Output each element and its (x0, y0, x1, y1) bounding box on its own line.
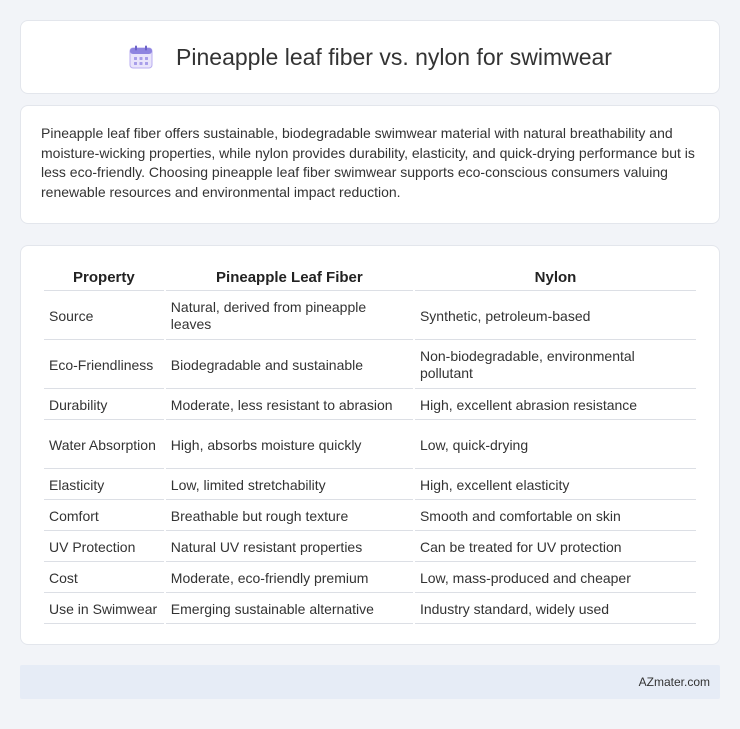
table-row (44, 471, 696, 500)
calendar-icon (128, 44, 154, 70)
cell-nylon: Smooth and comfortable on skin (415, 502, 696, 531)
title-text: Pineapple leaf fiber vs. nylon for swimwear (176, 43, 612, 70)
cell-nylon: Low, mass-produced and cheaper (415, 564, 696, 593)
cell-nylon: Industry standard, widely used (415, 595, 696, 624)
cell-property: Eco-Friendliness (44, 342, 164, 389)
table-row (44, 342, 696, 389)
table-row (44, 564, 696, 593)
cell-property: Use in Swimwear (44, 595, 164, 624)
header-nylon: Nylon (415, 264, 696, 291)
cell-pineapple: Biodegradable and sustainable (166, 342, 413, 389)
cell-pineapple: Natural UV resistant properties (166, 533, 413, 562)
page-title (128, 44, 612, 71)
header-pineapple: Pineapple Leaf Fiber (166, 264, 413, 291)
cell-pineapple: Natural, derived from pineapple leaves (166, 293, 413, 340)
footer-brand[interactable]: AZmater.com (638, 675, 710, 689)
cell-nylon: Low, quick-drying (415, 422, 696, 469)
cell-nylon: Non-biodegradable, environmental pollutant (415, 342, 696, 389)
table-row (44, 533, 696, 562)
table-header-row (44, 264, 696, 291)
header-property: Property (44, 264, 164, 291)
cell-property: Water Absorption (44, 422, 164, 469)
cell-pineapple: Moderate, less resistant to abrasion (166, 391, 413, 420)
cell-property: Durability (44, 391, 164, 420)
cell-property: UV Protection (44, 533, 164, 562)
cell-nylon: High, excellent abrasion resistance (415, 391, 696, 420)
cell-nylon: Synthetic, petroleum-based (415, 293, 696, 340)
footer-bar (20, 665, 720, 699)
cell-nylon: High, excellent elasticity (415, 471, 696, 500)
comparison-card (20, 245, 720, 645)
table-row (44, 422, 696, 469)
cell-property: Elasticity (44, 471, 164, 500)
cell-property: Comfort (44, 502, 164, 531)
table-row (44, 293, 696, 340)
cell-pineapple: Low, limited stretchability (166, 471, 413, 500)
table-row (44, 391, 696, 420)
title-card (20, 20, 720, 94)
comparison-table (42, 262, 698, 626)
cell-nylon: Can be treated for UV protection (415, 533, 696, 562)
cell-property: Cost (44, 564, 164, 593)
cell-pineapple: High, absorbs moisture quickly (166, 422, 413, 469)
summary-text: Pineapple leaf fiber offers sustainable, biodegradable swimwear material with natural breathability and moisture-wicking properties, while nylon provides durability, elasticity, and quick-drying performance but is less eco-friendly. Choosing pineapple leaf fiber swimwear supports eco-conscious consumers valuing renewable resources and environmental impact reduction. (41, 125, 695, 200)
cell-pineapple: Moderate, eco-friendly premium (166, 564, 413, 593)
cell-pineapple: Emerging sustainable alternative (166, 595, 413, 624)
cell-pineapple: Breathable but rough texture (166, 502, 413, 531)
table-row (44, 595, 696, 624)
summary-card (20, 105, 720, 224)
table-row (44, 502, 696, 531)
cell-property: Source (44, 293, 164, 340)
